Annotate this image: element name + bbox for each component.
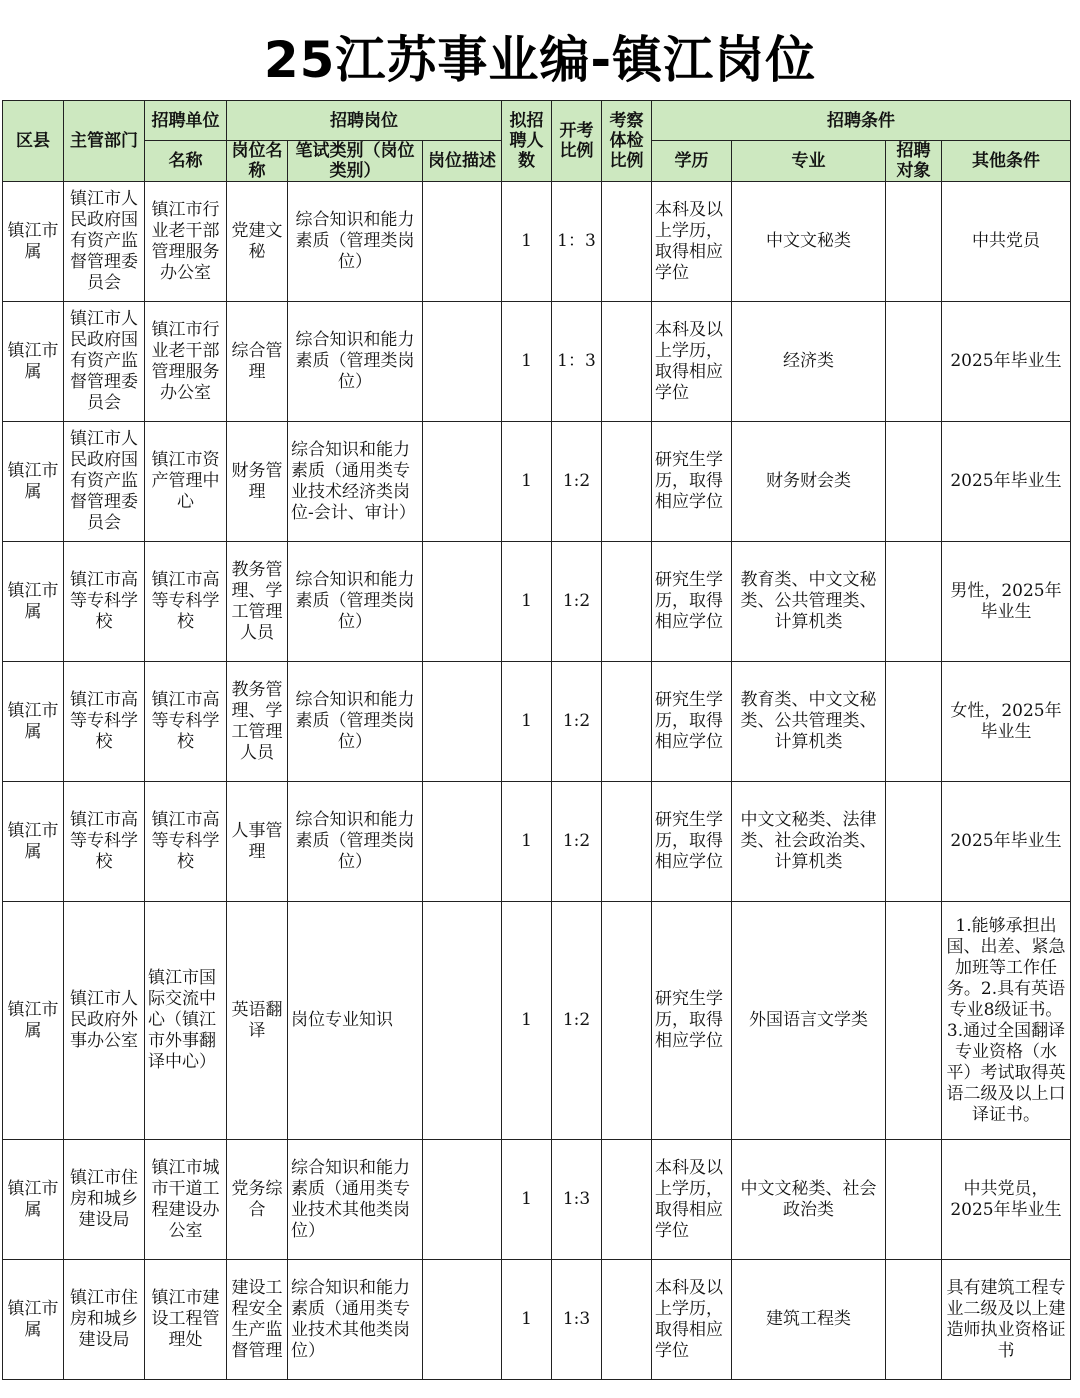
cell-department: 镇江市人民政府国有资产监督管理委员会 [64,182,145,302]
cell-quota: 1 [502,662,552,782]
cell-inspection-ratio [602,782,652,902]
cell-district: 镇江市属 [3,902,64,1140]
cell-district: 镇江市属 [3,782,64,902]
cell-quota: 1 [502,782,552,902]
cell-other: 2025年毕业生 [942,422,1071,542]
table-row [3,422,1071,542]
cell-education: 研究生学历，取得相应学位 [652,782,732,902]
cell-unit: 镇江市高等专科学校 [145,662,227,782]
cell-exam: 综合知识和能力素质（通用类专业技术经济类岗位-会计、审计） [288,422,423,542]
header-exam-ratio: 开考比例 [552,101,602,182]
cell-exam-ratio: 1：3 [552,182,602,302]
header-position-name: 岗位名称 [227,141,288,182]
cell-department: 镇江市住房和城乡建设局 [64,1140,145,1260]
cell-target [886,422,942,542]
cell-major: 外国语言文学类 [732,902,886,1140]
cell-other: 中共党员，2025年毕业生 [942,1140,1071,1260]
cell-target [886,902,942,1140]
header-department: 主管部门 [64,101,145,182]
cell-target [886,1140,942,1260]
table-row [3,662,1071,782]
cell-unit: 镇江市行业老干部管理服务办公室 [145,182,227,302]
cell-desc [423,902,502,1140]
cell-major: 财务财会类 [732,422,886,542]
header-position-group: 招聘岗位 [227,101,502,141]
recruitment-table [2,100,1071,1380]
cell-exam: 综合知识和能力素质（管理类岗位） [288,782,423,902]
cell-unit: 镇江市高等专科学校 [145,542,227,662]
cell-inspection-ratio [602,1260,652,1380]
cell-quota: 1 [502,302,552,422]
cell-target [886,1260,942,1380]
table-row [3,302,1071,422]
cell-quota: 1 [502,542,552,662]
cell-exam-ratio: 1:3 [552,1260,602,1380]
page-title: 25江苏事业编-镇江岗位 [263,31,817,89]
cell-district: 镇江市属 [3,422,64,542]
cell-other: 男性，2025年毕业生 [942,542,1071,662]
cell-inspection-ratio [602,1140,652,1260]
cell-target [886,302,942,422]
cell-desc [423,542,502,662]
cell-district: 镇江市属 [3,542,64,662]
cell-education: 本科及以上学历，取得相应学位 [652,182,732,302]
cell-other: 2025年毕业生 [942,782,1071,902]
cell-district: 镇江市属 [3,1140,64,1260]
cell-exam-ratio: 1:2 [552,902,602,1140]
cell-district: 镇江市属 [3,302,64,422]
cell-inspection-ratio [602,422,652,542]
cell-inspection-ratio [602,662,652,782]
cell-education: 研究生学历，取得相应学位 [652,542,732,662]
cell-position: 教务管理、学工管理人员 [227,542,288,662]
cell-inspection-ratio [602,542,652,662]
cell-target [886,782,942,902]
header-other: 其他条件 [942,141,1071,182]
header-inspection-ratio: 考察体检比例 [602,101,652,182]
cell-education: 本科及以上学历，取得相应学位 [652,302,732,422]
cell-department: 镇江市高等专科学校 [64,662,145,782]
header-unit-group: 招聘单位 [145,101,227,141]
cell-major: 建筑工程类 [732,1260,886,1380]
table-row [3,1140,1071,1260]
table-row [3,782,1071,902]
cell-desc [423,662,502,782]
cell-major: 教育类、中文文秘类、公共管理类、计算机类 [732,542,886,662]
cell-department: 镇江市人民政府外事办公室 [64,902,145,1140]
cell-other: 2025年毕业生 [942,302,1071,422]
cell-department: 镇江市高等专科学校 [64,542,145,662]
cell-quota: 1 [502,182,552,302]
cell-other: 具有建筑工程专业二级及以上建造师执业资格证书 [942,1260,1071,1380]
cell-position: 人事管理 [227,782,288,902]
cell-target [886,182,942,302]
cell-exam-ratio: 1:2 [552,782,602,902]
cell-department: 镇江市住房和城乡建设局 [64,1260,145,1380]
cell-district: 镇江市属 [3,662,64,782]
cell-exam: 综合知识和能力素质（通用类专业技术其他类岗位） [288,1260,423,1380]
cell-exam-ratio: 1:2 [552,542,602,662]
cell-position: 财务管理 [227,422,288,542]
cell-inspection-ratio [602,902,652,1140]
cell-exam: 综合知识和能力素质（通用类专业技术其他类岗位） [288,1140,423,1260]
cell-unit: 镇江市行业老干部管理服务办公室 [145,302,227,422]
header-conditions-group: 招聘条件 [652,101,1071,141]
cell-district: 镇江市属 [3,1260,64,1380]
cell-position: 党务综合 [227,1140,288,1260]
cell-desc [423,1140,502,1260]
cell-quota: 1 [502,1140,552,1260]
cell-position: 综合管理 [227,302,288,422]
cell-other: 中共党员 [942,182,1071,302]
header-major: 专业 [732,141,886,182]
cell-exam-ratio: 1：3 [552,302,602,422]
table-row [3,1260,1071,1380]
cell-desc [423,422,502,542]
cell-exam: 综合知识和能力素质（管理类岗位） [288,662,423,782]
cell-unit: 镇江市建设工程管理处 [145,1260,227,1380]
header-unit-name: 名称 [145,141,227,182]
table-row [3,902,1071,1140]
table-row [3,542,1071,662]
cell-education: 研究生学历，取得相应学位 [652,662,732,782]
cell-unit: 镇江市城市干道工程建设办公室 [145,1140,227,1260]
cell-department: 镇江市人民政府国有资产监督管理委员会 [64,422,145,542]
cell-desc [423,782,502,902]
cell-exam-ratio: 1:3 [552,1140,602,1260]
cell-target [886,662,942,782]
cell-target [886,542,942,662]
cell-unit: 镇江市高等专科学校 [145,782,227,902]
cell-position: 英语翻译 [227,902,288,1140]
cell-exam: 综合知识和能力素质（管理类岗位） [288,542,423,662]
cell-quota: 1 [502,1260,552,1380]
cell-education: 研究生学历，取得相应学位 [652,902,732,1140]
cell-inspection-ratio [602,182,652,302]
cell-major: 中文文秘类、社会政治类 [732,1140,886,1260]
cell-quota: 1 [502,422,552,542]
cell-education: 研究生学历，取得相应学位 [652,422,732,542]
cell-exam: 岗位专业知识 [288,902,423,1140]
cell-position: 党建文秘 [227,182,288,302]
cell-major: 中文文秘类 [732,182,886,302]
cell-other: 1.能够承担出国、出差、紧急加班等工作任务。2.具有英语专业8级证书。3.通过全国翻译专业资格（水平）考试取得英语二级及以上口译证书。 [942,902,1071,1140]
cell-major: 经济类 [732,302,886,422]
table-row [3,182,1071,302]
cell-inspection-ratio [602,302,652,422]
header-quota: 拟招聘人数 [502,101,552,182]
cell-exam-ratio: 1:2 [552,422,602,542]
cell-position: 建设工程安全生产监督管理 [227,1260,288,1380]
cell-exam: 综合知识和能力素质（管理类岗位） [288,182,423,302]
cell-education: 本科及以上学历，取得相应学位 [652,1260,732,1380]
cell-desc [423,182,502,302]
cell-unit: 镇江市国际交流中心（镇江市外事翻译中心） [145,902,227,1140]
cell-major: 教育类、中文文秘类、公共管理类、计算机类 [732,662,886,782]
cell-district: 镇江市属 [3,182,64,302]
header-district: 区县 [3,101,64,182]
cell-unit: 镇江市资产管理中心 [145,422,227,542]
cell-department: 镇江市人民政府国有资产监督管理委员会 [64,302,145,422]
cell-education: 本科及以上学历，取得相应学位 [652,1140,732,1260]
cell-desc [423,302,502,422]
cell-major: 中文文秘类、法律类、社会政治类、计算机类 [732,782,886,902]
header-education: 学历 [652,141,732,182]
header-exam-category: 笔试类别（岗位类别） [288,141,423,182]
cell-exam-ratio: 1:2 [552,662,602,782]
cell-other: 女性，2025年毕业生 [942,662,1071,782]
cell-desc [423,1260,502,1380]
cell-exam: 综合知识和能力素质（管理类岗位） [288,302,423,422]
header-target: 招聘对象 [886,141,942,182]
header-position-desc: 岗位描述 [423,141,502,182]
cell-department: 镇江市高等专科学校 [64,782,145,902]
cell-position: 教务管理、学工管理人员 [227,662,288,782]
cell-quota: 1 [502,902,552,1140]
